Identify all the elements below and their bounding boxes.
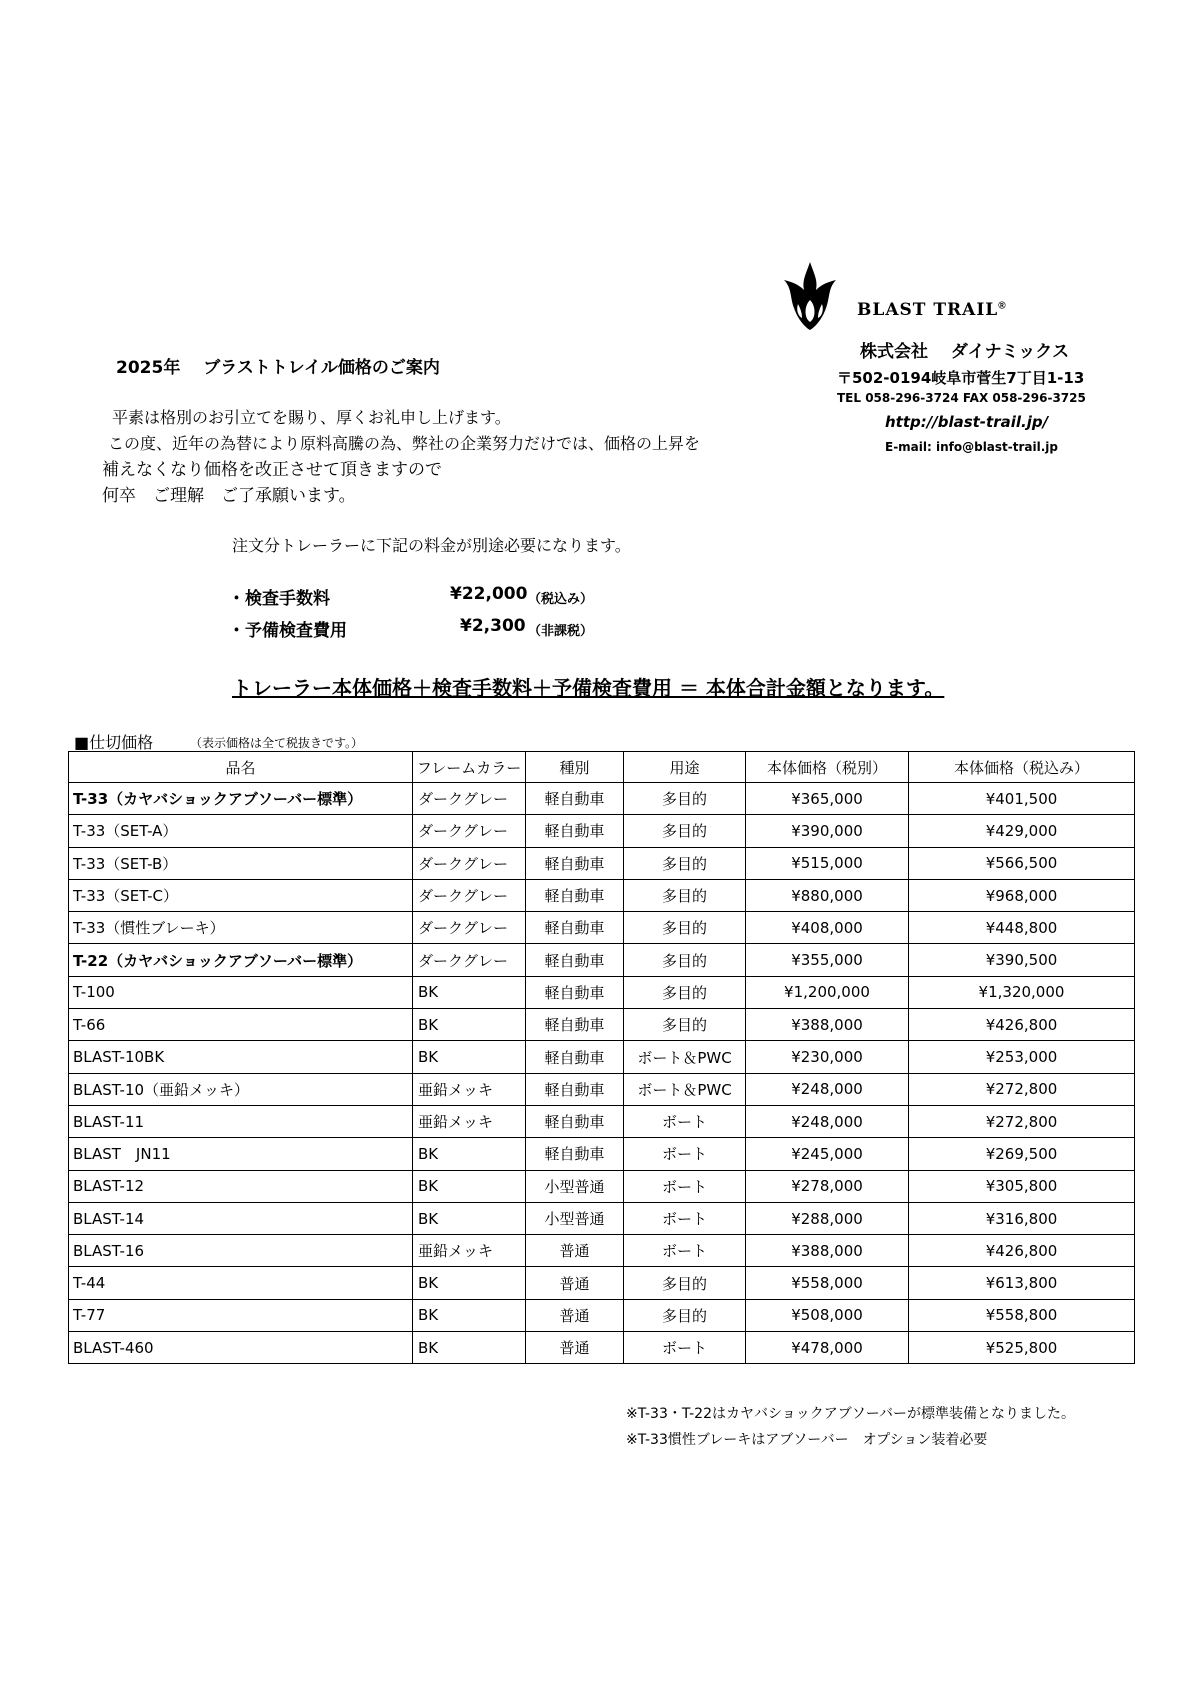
table-row <box>69 912 1135 944</box>
cell-name: BLAST-12 <box>69 1170 413 1202</box>
table-row <box>69 815 1135 847</box>
cell-price-ex-tax: ¥515,000 <box>746 847 909 879</box>
cell-frame-color: BK <box>413 976 526 1008</box>
cell-price-ex-tax: ¥508,000 <box>746 1299 909 1331</box>
cell-use: 多目的 <box>624 976 746 1008</box>
cell-price-in-tax: ¥429,000 <box>909 815 1135 847</box>
cell-frame-color: 亜鉛メッキ <box>413 1235 526 1267</box>
company-address: 〒502-0194岐阜市菅生7丁目1-13 <box>837 369 1085 387</box>
cell-frame-color: BK <box>413 1202 526 1234</box>
cell-price-in-tax: ¥401,500 <box>909 783 1135 815</box>
cell-name: T-33（SET-C） <box>69 879 413 911</box>
footnote: ※T-33慣性ブレーキはアブソーバー オプション装着必要 <box>626 1432 988 1448</box>
cell-name: BLAST-16 <box>69 1235 413 1267</box>
cell-type: 軽自動車 <box>526 1138 624 1170</box>
cell-frame-color: BK <box>413 1170 526 1202</box>
cell-type: 軽自動車 <box>526 815 624 847</box>
cell-name: BLAST-11 <box>69 1105 413 1137</box>
greeting-line: この度、近年の為替により原料高騰の為、弊社の企業努力だけでは、価格の上昇を <box>108 434 701 453</box>
cell-price-ex-tax: ¥408,000 <box>746 912 909 944</box>
header-price-ex-tax: 本体価格（税別） <box>746 752 909 783</box>
cell-price-ex-tax: ¥880,000 <box>746 879 909 911</box>
cell-name: BLAST-460 <box>69 1332 413 1364</box>
cell-frame-color: BK <box>413 1138 526 1170</box>
cell-use: ボート <box>624 1105 746 1137</box>
cell-name: T-33（カヤバショックアブソーバー標準） <box>69 783 413 815</box>
cell-price-in-tax: ¥390,500 <box>909 944 1135 976</box>
cell-price-ex-tax: ¥245,000 <box>746 1138 909 1170</box>
table-header-row <box>69 752 1135 783</box>
cell-frame-color: ダークグレー <box>413 944 526 976</box>
cell-price-in-tax: ¥558,800 <box>909 1299 1135 1331</box>
cell-type: 軽自動車 <box>526 912 624 944</box>
header-price-in-tax: 本体価格（税込み） <box>909 752 1135 783</box>
cell-type: 軽自動車 <box>526 847 624 879</box>
cell-frame-color: ダークグレー <box>413 912 526 944</box>
company-email[interactable]: E-mail: info@blast-trail.jp <box>885 440 1059 454</box>
table-row <box>69 783 1135 815</box>
cell-price-ex-tax: ¥388,000 <box>746 1235 909 1267</box>
cell-name: T-77 <box>69 1299 413 1331</box>
section-title: ■仕切価格 <box>74 733 154 752</box>
cell-use: 多目的 <box>624 879 746 911</box>
cell-name: BLAST-10（亜鉛メッキ） <box>69 1073 413 1105</box>
cell-use: 多目的 <box>624 1009 746 1041</box>
cell-price-ex-tax: ¥558,000 <box>746 1267 909 1299</box>
cell-name: T-33（SET-A） <box>69 815 413 847</box>
greeting-line: 平素は格別のお引立てを賜り、厚くお礼申し上げます。 <box>112 408 511 427</box>
cell-use: ボート <box>624 1170 746 1202</box>
cell-price-in-tax: ¥613,800 <box>909 1267 1135 1299</box>
cell-type: 軽自動車 <box>526 944 624 976</box>
cell-price-ex-tax: ¥288,000 <box>746 1202 909 1234</box>
greeting-line: 補えなくなり価格を改正させて頂きますので <box>102 460 442 480</box>
cell-name: T-33（慣性ブレーキ） <box>69 912 413 944</box>
table-row <box>69 1170 1135 1202</box>
cell-price-in-tax: ¥1,320,000 <box>909 976 1135 1008</box>
cell-use: ボート <box>624 1332 746 1364</box>
cell-use: 多目的 <box>624 1299 746 1331</box>
cell-price-ex-tax: ¥278,000 <box>746 1170 909 1202</box>
fee-note: （非課税） <box>528 624 594 639</box>
cell-price-ex-tax: ¥248,000 <box>746 1073 909 1105</box>
cell-type: 小型普通 <box>526 1170 624 1202</box>
cell-frame-color: 亜鉛メッキ <box>413 1105 526 1137</box>
table-row <box>69 976 1135 1008</box>
fee-label: ・予備検査費用 <box>228 621 347 641</box>
cell-name: T-44 <box>69 1267 413 1299</box>
brand-name: BLAST TRAIL® <box>857 300 1007 320</box>
cell-price-in-tax: ¥426,800 <box>909 1009 1135 1041</box>
cell-use: ボート <box>624 1202 746 1234</box>
cell-use: 多目的 <box>624 944 746 976</box>
cell-use: ボート <box>624 1235 746 1267</box>
table-row <box>69 1138 1135 1170</box>
cell-name: BLAST-10BK <box>69 1041 413 1073</box>
fee-amount: ¥22,000 <box>450 584 528 604</box>
table-row <box>69 1235 1135 1267</box>
header-type: 種別 <box>526 752 624 783</box>
header-frame-color: フレームカラー <box>413 752 526 783</box>
cell-type: 軽自動車 <box>526 783 624 815</box>
table-row <box>69 1332 1135 1364</box>
cell-name: T-33（SET-B） <box>69 847 413 879</box>
cell-price-ex-tax: ¥230,000 <box>746 1041 909 1073</box>
cell-price-in-tax: ¥426,800 <box>909 1235 1135 1267</box>
cell-frame-color: 亜鉛メッキ <box>413 1073 526 1105</box>
cell-use: 多目的 <box>624 783 746 815</box>
cell-price-in-tax: ¥566,500 <box>909 847 1135 879</box>
cell-name: BLAST JN11 <box>69 1138 413 1170</box>
table-row <box>69 1299 1135 1331</box>
table-row <box>69 1267 1135 1299</box>
cell-type: 普通 <box>526 1267 624 1299</box>
cell-price-in-tax: ¥316,800 <box>909 1202 1135 1234</box>
cell-price-in-tax: ¥272,800 <box>909 1073 1135 1105</box>
cell-use: ボート <box>624 1138 746 1170</box>
price-formula: トレーラー本体価格＋検査手数料＋予備検査費用 ＝ 本体合計金額となります。 <box>232 676 945 700</box>
cell-frame-color: ダークグレー <box>413 847 526 879</box>
cell-type: 軽自動車 <box>526 1041 624 1073</box>
table-row <box>69 1009 1135 1041</box>
section-note: （表示価格は全て税抜きです。） <box>190 736 364 750</box>
company-tel-fax: TEL 058-296-3724 FAX 058-296-3725 <box>837 391 1086 405</box>
cell-frame-color: ダークグレー <box>413 879 526 911</box>
cell-type: 普通 <box>526 1332 624 1364</box>
page-title: 2025年 ブラストトレイル価格のご案内 <box>116 358 440 378</box>
cell-price-in-tax: ¥269,500 <box>909 1138 1135 1170</box>
company-url[interactable]: http://blast-trail.jp/ <box>885 413 1049 431</box>
table-row <box>69 1041 1135 1073</box>
cell-price-ex-tax: ¥248,000 <box>746 1105 909 1137</box>
cell-price-ex-tax: ¥355,000 <box>746 944 909 976</box>
cell-price-in-tax: ¥305,800 <box>909 1170 1135 1202</box>
fee-amount: ¥2,300 <box>460 616 526 636</box>
cell-name: T-66 <box>69 1009 413 1041</box>
greeting-line: 何卒 ご理解 ご了承願います。 <box>102 486 356 506</box>
company-name: 株式会社 ダイナミックス <box>860 342 1070 362</box>
cell-price-in-tax: ¥968,000 <box>909 879 1135 911</box>
fee-note: （税込み） <box>528 592 594 607</box>
cell-use: 多目的 <box>624 1267 746 1299</box>
fee-label: ・検査手数料 <box>228 589 330 609</box>
cell-name: T-100 <box>69 976 413 1008</box>
cell-name: BLAST-14 <box>69 1202 413 1234</box>
footnote: ※T-33・T-22はカヤバショックアブソーバーが標準装備となりました。 <box>626 1406 1076 1422</box>
cell-type: 普通 <box>526 1299 624 1331</box>
table-row <box>69 1202 1135 1234</box>
cell-frame-color: BK <box>413 1267 526 1299</box>
cell-use: 多目的 <box>624 847 746 879</box>
cell-type: 軽自動車 <box>526 879 624 911</box>
table-row <box>69 847 1135 879</box>
price-table <box>68 751 1135 1364</box>
cell-frame-color: ダークグレー <box>413 815 526 847</box>
cell-use: ボート＆PWC <box>624 1073 746 1105</box>
header-name: 品名 <box>69 752 413 783</box>
cell-type: 軽自動車 <box>526 1009 624 1041</box>
cell-price-in-tax: ¥525,800 <box>909 1332 1135 1364</box>
cell-type: 軽自動車 <box>526 976 624 1008</box>
cell-price-in-tax: ¥272,800 <box>909 1105 1135 1137</box>
fee-notice: 注文分トレーラーに下記の料金が別途必要になります。 <box>232 536 631 555</box>
cell-price-ex-tax: ¥365,000 <box>746 783 909 815</box>
cell-frame-color: BK <box>413 1299 526 1331</box>
cell-price-ex-tax: ¥1,200,000 <box>746 976 909 1008</box>
table-row <box>69 1073 1135 1105</box>
cell-type: 軽自動車 <box>526 1073 624 1105</box>
cell-type: 軽自動車 <box>526 1105 624 1137</box>
cell-frame-color: BK <box>413 1009 526 1041</box>
cell-name: T-22（カヤバショックアブソーバー標準） <box>69 944 413 976</box>
cell-frame-color: BK <box>413 1332 526 1364</box>
header-use: 用途 <box>624 752 746 783</box>
cell-type: 普通 <box>526 1235 624 1267</box>
cell-frame-color: BK <box>413 1041 526 1073</box>
cell-use: 多目的 <box>624 912 746 944</box>
cell-price-in-tax: ¥448,800 <box>909 912 1135 944</box>
flame-logo-icon <box>780 260 840 332</box>
table-row <box>69 879 1135 911</box>
cell-type: 小型普通 <box>526 1202 624 1234</box>
cell-use: 多目的 <box>624 815 746 847</box>
cell-price-in-tax: ¥253,000 <box>909 1041 1135 1073</box>
cell-price-ex-tax: ¥478,000 <box>746 1332 909 1364</box>
table-row <box>69 944 1135 976</box>
cell-use: ボート＆PWC <box>624 1041 746 1073</box>
cell-price-ex-tax: ¥390,000 <box>746 815 909 847</box>
cell-frame-color: ダークグレー <box>413 783 526 815</box>
cell-price-ex-tax: ¥388,000 <box>746 1009 909 1041</box>
table-row <box>69 1105 1135 1137</box>
